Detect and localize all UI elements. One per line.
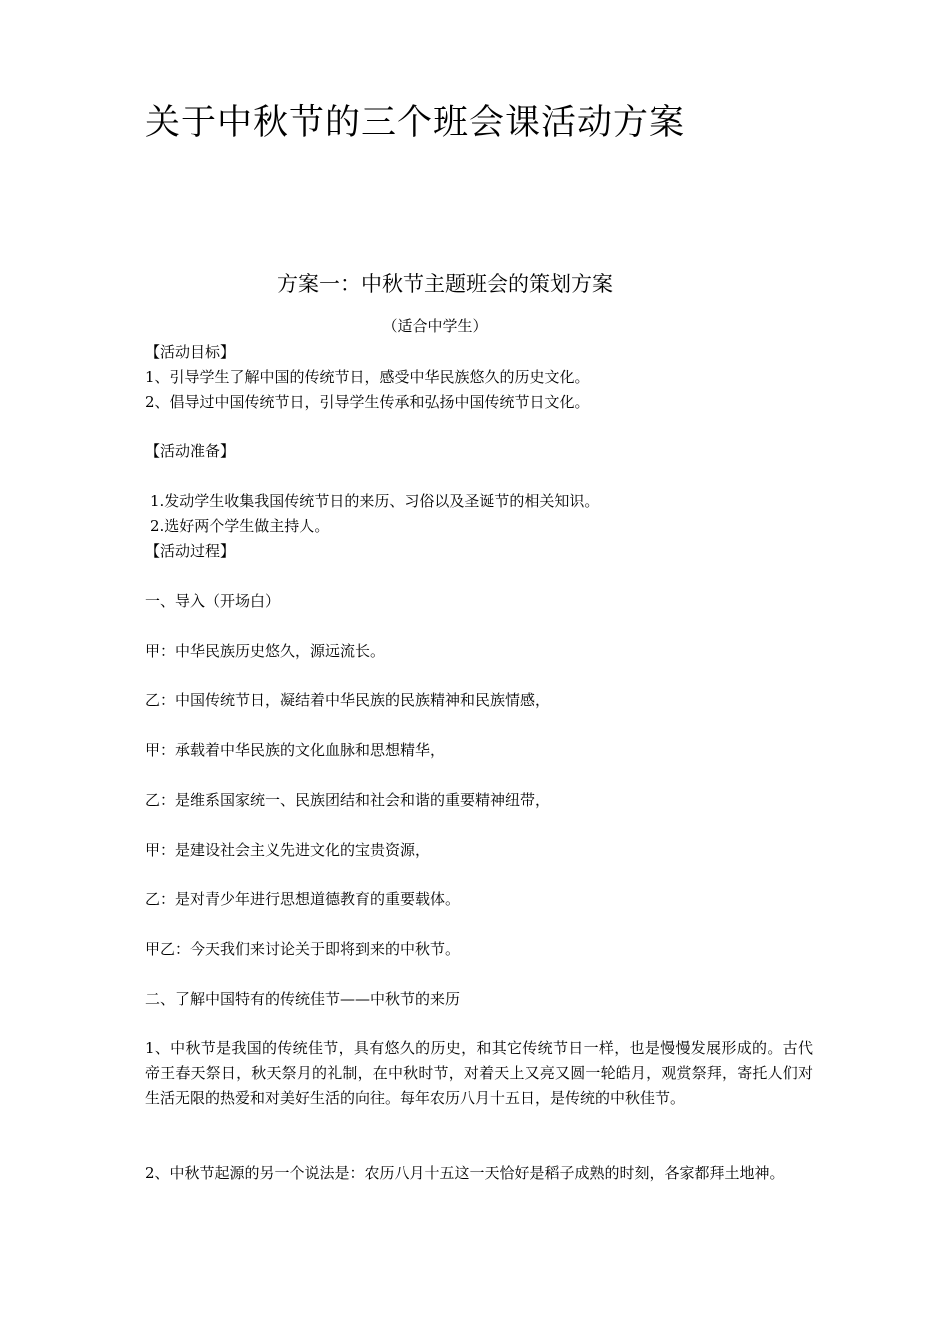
dialogue-line: 乙：是对青少年进行思想道德教育的重要载体。 (145, 890, 461, 908)
origin-paragraph: 1、中秋节是我国的传统佳节，具有悠久的历史，和其它传统节日一样，也是慢慢发展形成的。古代帝王春天祭日，秋天祭月的礼制，在中秋时节，对着天上又亮又圆一轮皓月，观赏祭拜，寄托人们对生活无限的热爱和对美好生活的向往。每年农历八月十五日，是传统的中秋佳节。 (145, 1039, 813, 1107)
section-heading: 二、了解中国特有的传统佳节——中秋节的来历 (145, 990, 461, 1008)
prep-item: 1.发动学生收集我国传统节日的来历、习俗以及圣诞节的相关知识。 (150, 492, 600, 510)
dialogue-line: 乙：中国传统节日，凝结着中华民族的民族精神和民族情感， (145, 691, 551, 709)
process-heading: 【活动过程】 (145, 542, 236, 560)
dialogue-line: 甲：中华民族历史悠久，源远流长。 (145, 642, 386, 660)
dialogue-line: 甲：是建设社会主义先进文化的宝贵资源， (145, 841, 431, 859)
goal-heading: 【活动目标】 (145, 343, 236, 361)
dialogue-line: 甲乙：今天我们来讨论关于即将到来的中秋节。 (145, 940, 461, 958)
prep-item: 2.选好两个学生做主持人。 (150, 517, 330, 535)
goal-item: 1、引导学生了解中国的传统节日，感受中华民族悠久的历史文化。 (145, 368, 590, 386)
section-heading: 一、导入（开场白） (145, 592, 281, 610)
prep-heading: 【活动准备】 (145, 442, 236, 460)
dialogue-line: 甲：承载着中华民族的文化血脉和思想精华， (145, 741, 446, 759)
plan-title: 方案一：中秋节主题班会的策划方案 (277, 272, 613, 296)
document-title: 关于中秋节的三个班会课活动方案 (145, 103, 686, 143)
origin-paragraph: 2、中秋节起源的另一个说法是：农历八月十五这一天恰好是稻子成熟的时刻，各家都拜土地神。 (145, 1164, 785, 1182)
plan-subtitle: （适合中学生） (382, 317, 488, 335)
dialogue-line: 乙：是维系国家统一、民族团结和社会和谐的重要精神纽带， (145, 791, 551, 809)
goal-item: 2、倡导过中国传统节日，引导学生传承和弘扬中国传统节日文化。 (145, 393, 590, 411)
